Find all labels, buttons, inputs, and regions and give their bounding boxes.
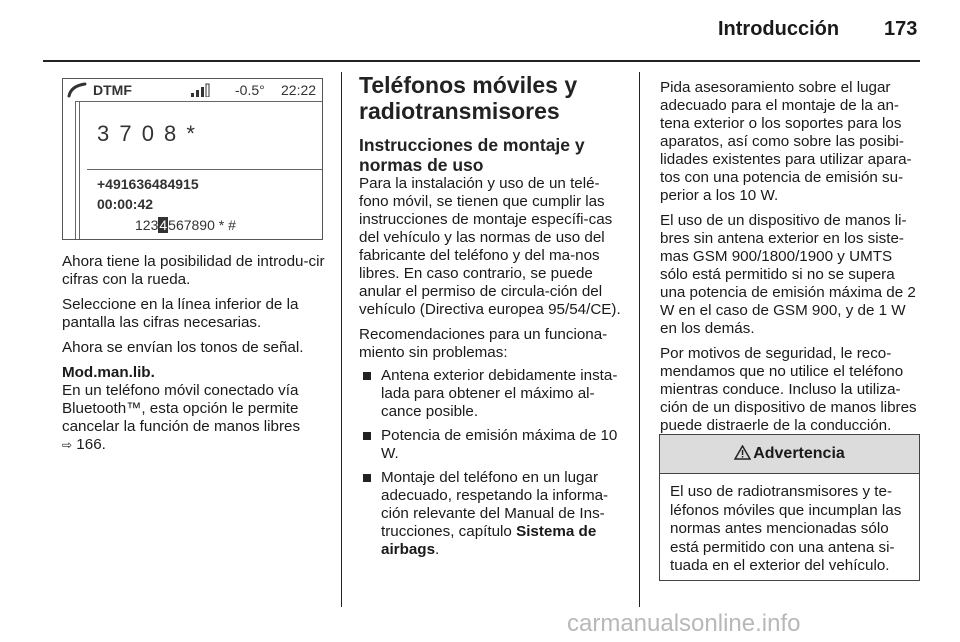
- column-1: [62, 253, 327, 454]
- display-temperature: -0.5°: [235, 82, 265, 98]
- header-rule: [43, 60, 920, 62]
- keypad-digits-after: 567890 * #: [168, 217, 236, 233]
- page-number: 173: [884, 18, 918, 40]
- warning-triangle-icon: [734, 445, 751, 460]
- list-item-text: Montaje del teléfono en un lugar adecuado, respetando la informa-ción relevante del Manual de Ins-trucciones, capítulo: [381, 469, 609, 540]
- signal-strength-icon: [191, 83, 213, 97]
- list-item-text: Potencia de emisión máxima de 10 W.: [381, 427, 618, 462]
- keypad-selected-digit: 4: [159, 217, 168, 233]
- phone-handset-icon: [67, 82, 89, 98]
- arrow-ref-icon: ⇨: [62, 438, 73, 452]
- col1-paragraph: Ahora se envían los tonos de señal.: [62, 339, 304, 356]
- watermark: carmanualsonline.info: [567, 610, 801, 637]
- mod-description: En un teléfono móvil conectado vía Bluetooth™, esta opción le permite cancelar la función de manos libres: [62, 382, 301, 435]
- col3-paragraph: Por motivos de seguridad, le reco-mendamos que no utilice el teléfono mientras conduce. Incluso la utiliza-ción de un dispositivo de manos libres puede distraerle de la conducción.: [660, 345, 917, 434]
- display-mid-divider: [87, 169, 322, 170]
- col1-paragraph: Ahora tiene la posibilidad de introdu-cir cifras con la rueda.: [62, 253, 325, 288]
- mod-text: [62, 382, 327, 454]
- warning-title: Advertencia: [753, 445, 845, 462]
- warning-header: [660, 435, 919, 474]
- mod-title: Mod.man.lib.: [62, 364, 155, 381]
- col1-paragraph: Seleccione en la línea inferior de la pantalla las cifras necesarias.: [62, 296, 299, 331]
- display-top-divider: [75, 101, 322, 102]
- list-item: [359, 427, 624, 463]
- display-phone-number: +491636484915: [97, 176, 199, 192]
- warning-box: [659, 434, 920, 581]
- subsection-heading: Instrucciones de montaje y normas de uso: [359, 135, 585, 175]
- list-item-text: Antena exterior debidamente insta-lada para obtener el máximo al-cance posible.: [381, 367, 618, 420]
- bullet-square-icon: [363, 474, 371, 482]
- bullet-square-icon: [363, 372, 371, 380]
- phone-display-illustration: [62, 78, 323, 240]
- column-divider-right: [639, 72, 640, 607]
- column-divider-left: [341, 72, 342, 607]
- keypad-digits-before: 123: [135, 217, 159, 233]
- col3-paragraph: El uso de un dispositivo de manos li-bres sin antena exterior en los siste-mas GSM 900/1800/1900 y UMTS sólo está permitido si no se supera una potencia de emisión máxima de 2 W en el caso de GSM 900, y de 1 W en los demás.: [660, 212, 916, 337]
- recommendation-list: [359, 367, 624, 559]
- col2-paragraph: Para la instalación y uso de un telé-fono móvil, se tienen que cumplir las instrucciones de montaje específi-cas del vehículo y las normas de uso del fabricante del teléfono y del ma-nos libres. En caso contrario, se puede anular el permiso de circula-ción del vehículo (Directiva europea 95/54/CE).: [359, 175, 621, 318]
- section-heading: Teléfonos móviles y radiotransmisores: [359, 72, 578, 124]
- col2-paragraph: Recomendaciones para un funciona-miento sin problemas:: [359, 326, 608, 361]
- display-time: 22:22: [281, 82, 317, 98]
- list-item-end: .: [435, 541, 440, 558]
- display-left-rail-inner: [79, 101, 80, 239]
- bullet-square-icon: [363, 432, 371, 440]
- column-2: [359, 72, 624, 565]
- display-dialed-digits: 3 7 0 8 *: [97, 121, 197, 146]
- display-keypad-row: [135, 217, 236, 233]
- col3-paragraph: Pida asesoramiento sobre el lugar adecuado para el montaje de la an-tena exterior o los soportes para los aparatos, así como sobre las posibi-lidades existentes para utilizar apara-tos con una potencia de emisión su-perior a los 10 W.: [660, 79, 912, 204]
- reference-page[interactable]: 166.: [76, 436, 106, 453]
- list-item: [359, 469, 624, 559]
- airbag-chapter-link[interactable]: Sistema de airbags: [381, 523, 597, 558]
- display-mode: DTMF: [93, 82, 132, 98]
- warning-text: El uso de radiotransmisores y te-léfonos móviles que incumplan las normas antes mencionadas sólo está permitido con una antena si-tuada en el exterior del vehículo.: [670, 483, 902, 574]
- display-call-duration: 00:00:42: [97, 196, 154, 212]
- list-item: [359, 367, 624, 421]
- display-left-rail: [75, 101, 76, 239]
- column-3: [660, 79, 922, 442]
- page-header-title: Introducción: [718, 18, 840, 40]
